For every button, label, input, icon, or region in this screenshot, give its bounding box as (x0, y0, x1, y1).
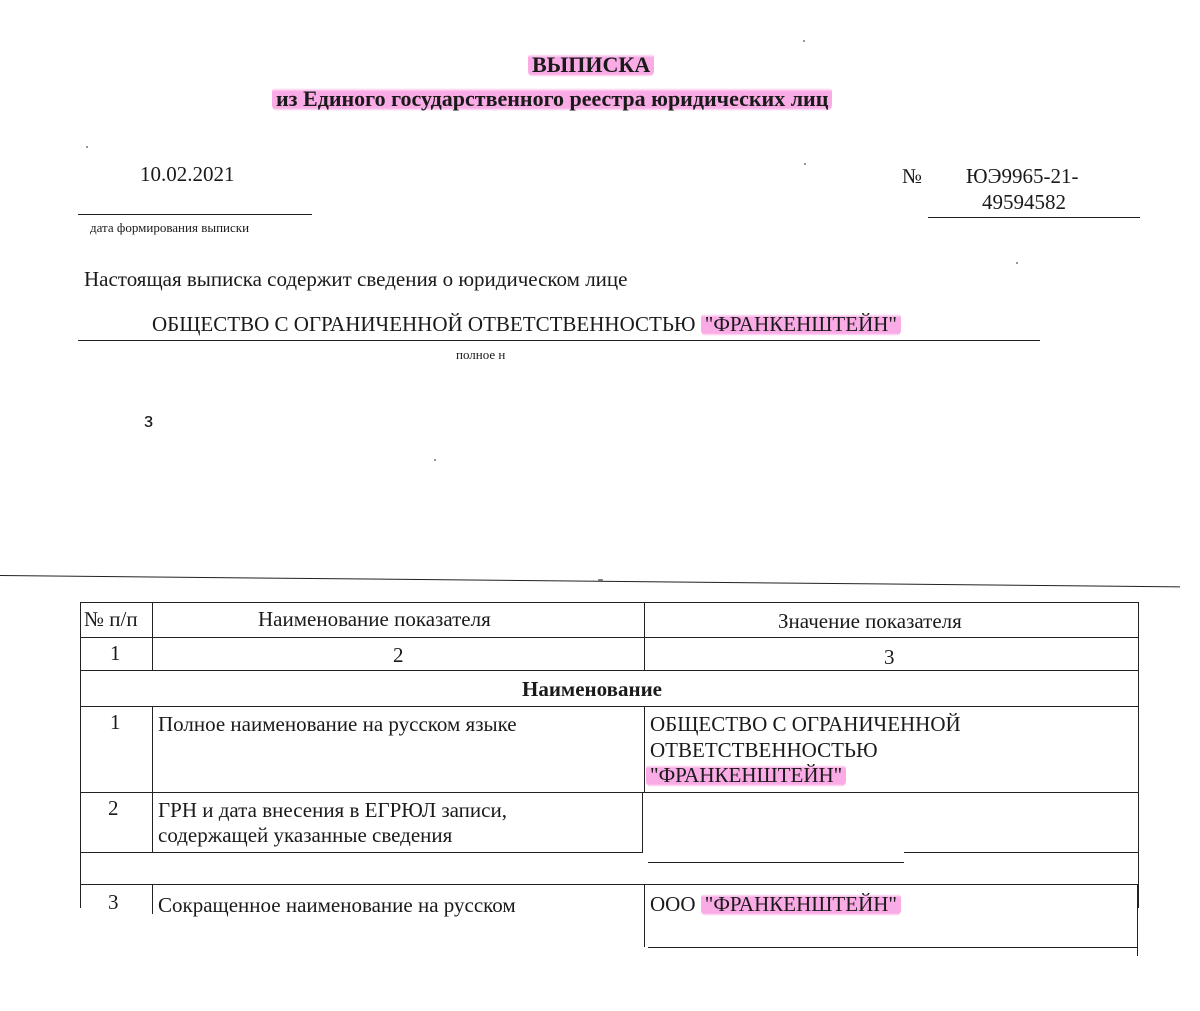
document-subtitle: из Единого государственного реестра юридических лиц (272, 86, 832, 112)
company-caption-partial: полное н (456, 347, 506, 362)
company-name-highlight: "ФРАНКЕНШТЕЙН" (701, 312, 901, 336)
extract-number-line2: 49594582 (982, 190, 1066, 214)
row-1-value-line3: "ФРАНКЕНШТЕЙН" (646, 763, 846, 788)
col-number-3: 3 (884, 645, 895, 669)
scan-speck (86, 146, 88, 148)
document-title: ВЫПИСКА (528, 52, 654, 78)
scan-speck (1016, 262, 1018, 264)
row-2-num: 2 (108, 796, 119, 820)
scan-speck (804, 163, 806, 165)
number-sign: № (902, 164, 923, 188)
intro-text: Настоящая выписка содержит сведения о юридическом лице (84, 267, 628, 291)
row-1-label: Полное наименование на русском языке (158, 712, 517, 736)
scan-edge (0, 575, 1180, 587)
row-1-value-line1: ОБЩЕСТВО С ОГРАНИЧЕННОЙ (650, 712, 961, 736)
number-underline (928, 217, 1140, 218)
company-underline (78, 340, 1040, 341)
scan-speck (803, 40, 805, 42)
row-1-num: 1 (110, 710, 121, 734)
date-caption: дата формирования выписки (90, 220, 250, 235)
data-table (80, 602, 1139, 908)
col-number-1: 1 (110, 641, 121, 665)
row-3-num: 3 (108, 890, 119, 914)
extract-date: 10.02.2021 (140, 162, 235, 186)
section-title: Наименование (522, 677, 662, 701)
header-indicator-name: Наименование показателя (258, 607, 491, 631)
company-full-name: ОБЩЕСТВО С ОГРАНИЧЕННОЙ ОТВЕТСТВЕННОСТЬЮ "ФРАНКЕНШТЕЙН" (152, 312, 901, 337)
header-num: № п/п (84, 607, 138, 631)
scan-speck (598, 579, 603, 581)
row-2-label-line1: ГРН и дата внесения в ЕГРЮЛ записи, (158, 798, 507, 822)
row-3-value: ООО "ФРАНКЕНШТЕЙН" (650, 892, 901, 917)
extract-number-line1: ЮЭ9965-21- (966, 164, 1079, 188)
row-1-value-line2: ОТВЕТСТВЕННОСТЬЮ (650, 738, 878, 762)
scan-speck (434, 459, 436, 461)
stray-character: з (144, 410, 154, 432)
col-number-2: 2 (393, 643, 404, 667)
row-2-label-line2: содержащей указанные сведения (158, 823, 453, 847)
row-3-label: Сокращенное наименование на русском (158, 893, 516, 917)
date-underline (78, 214, 312, 215)
header-indicator-value: Значение показателя (778, 609, 962, 633)
